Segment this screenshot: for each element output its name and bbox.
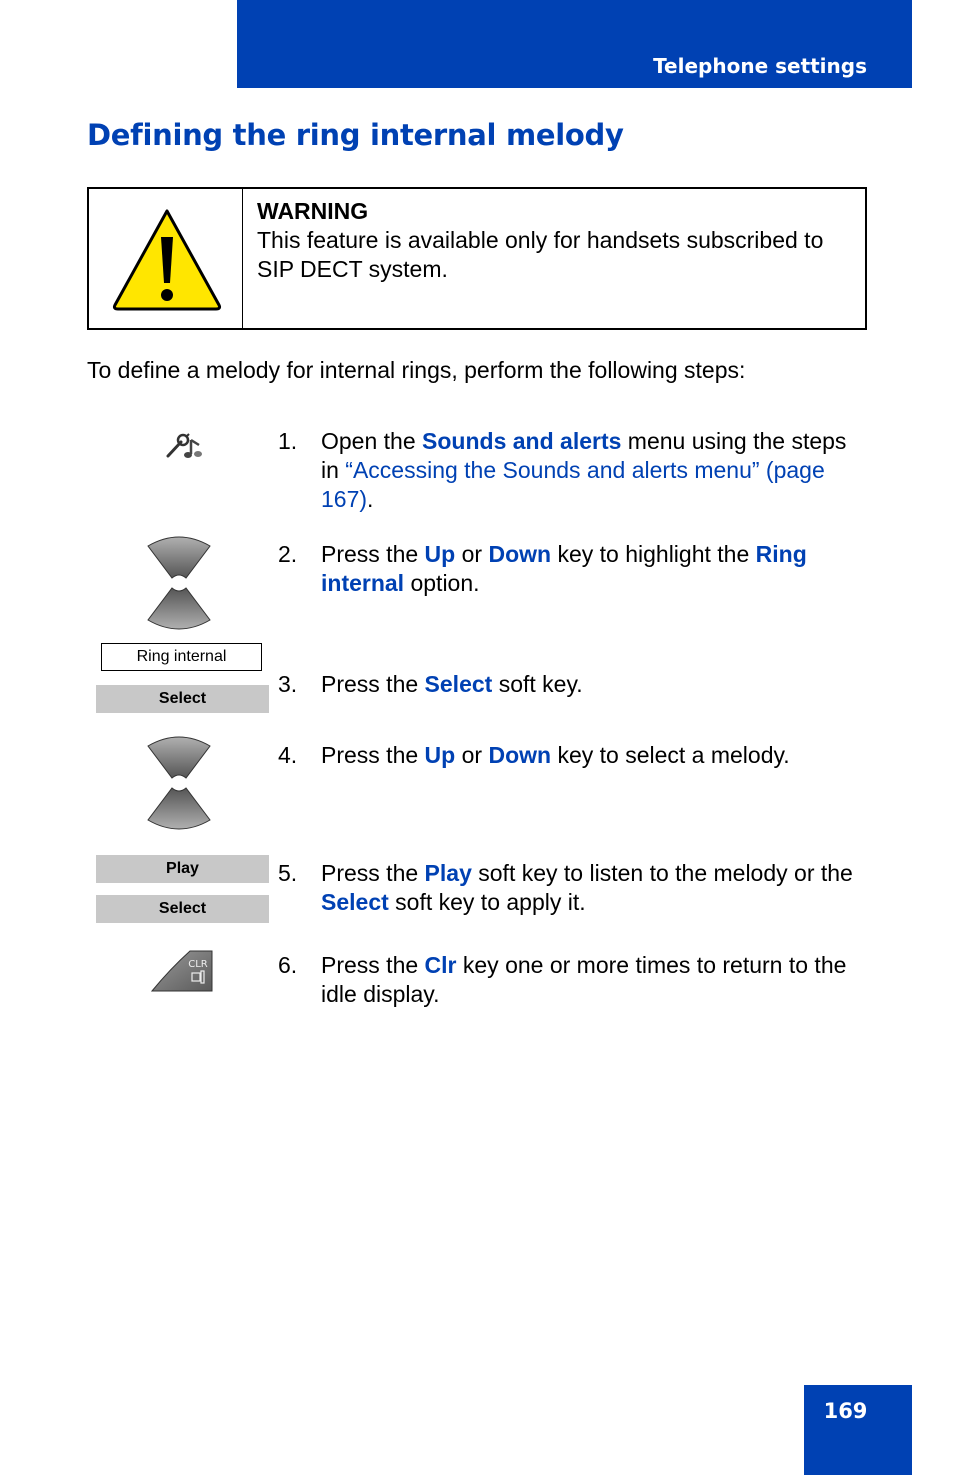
step-text: Press the Up or Down key to select a melody.	[321, 742, 790, 768]
step-number: 2.	[278, 541, 298, 567]
keyword: Sounds and alerts	[422, 428, 622, 454]
header-bar	[237, 0, 912, 88]
page-number: 169	[823, 1399, 868, 1423]
step-number: 4.	[278, 742, 298, 768]
step-6	[278, 951, 868, 1011]
display-ring-internal: Ring internal	[101, 643, 262, 671]
warning-text: This feature is available only for handsets subscribed to SIP DECT system.	[257, 227, 824, 282]
step-3	[278, 670, 868, 700]
page-title: Defining the ring internal melody	[87, 118, 624, 152]
step-text: Open the Sounds and alerts menu using the steps in “Accessing the Sounds and alerts menu” (page 167).	[321, 428, 847, 512]
page-number-box	[804, 1385, 912, 1475]
up-down-navigation-key-icon	[146, 534, 212, 632]
step-number: 5.	[278, 860, 298, 886]
step-text: Press the Play soft key to listen to the melody or the Select soft key to apply it.	[321, 860, 853, 915]
sounds-and-alerts-icon	[165, 432, 205, 462]
step-5	[278, 859, 868, 919]
warning-heading: WARNING	[257, 198, 369, 224]
select-softkey[interactable]: Select	[96, 685, 269, 713]
intro-text: To define a melody for internal rings, perform the following steps:	[87, 357, 746, 383]
section-title: Telephone settings	[653, 54, 867, 78]
step-number: 3.	[278, 671, 298, 697]
step-text: Press the Clr key one or more times to return to the idle display.	[321, 952, 847, 1007]
clr-key-icon	[150, 949, 214, 993]
step-number: 1.	[278, 428, 298, 454]
play-softkey[interactable]: Play	[96, 855, 269, 883]
warning-box	[87, 187, 867, 330]
up-down-navigation-key-icon	[146, 734, 212, 832]
step-text: Press the Select soft key.	[321, 671, 583, 697]
select-softkey[interactable]: Select	[96, 895, 269, 923]
step-2	[278, 540, 868, 600]
step-text: Press the Up or Down key to highlight the Ring internal option.	[321, 541, 807, 596]
cross-reference-link[interactable]: “Accessing the Sounds and alerts menu” (page 167)	[321, 457, 825, 512]
warning-text-cell	[257, 197, 857, 284]
step-4	[278, 741, 868, 771]
warning-icon-cell	[89, 189, 243, 328]
step-1	[278, 427, 868, 517]
step-number: 6.	[278, 952, 298, 978]
warning-icon	[111, 207, 223, 311]
clr-key-label: CLR	[188, 959, 208, 970]
